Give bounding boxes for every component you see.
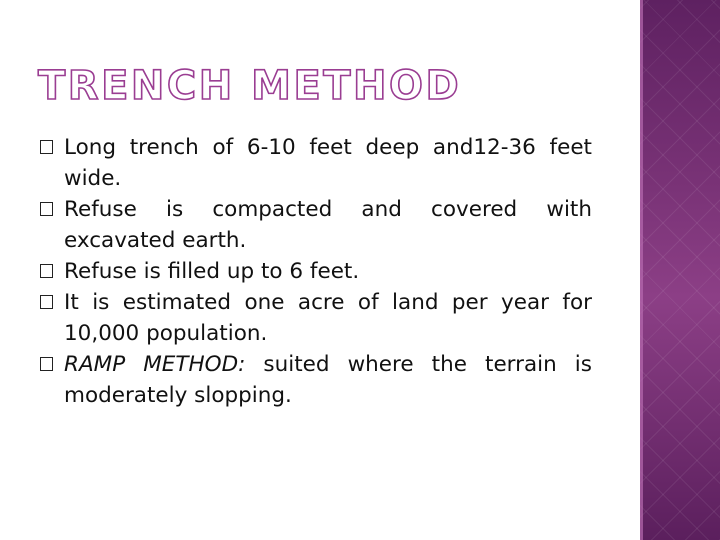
bullet-text: It is estimated one acre of land per year for 10,000 population. [64, 290, 592, 346]
decorative-side-panel [640, 0, 720, 540]
bullet-item [40, 132, 592, 194]
bullet-item [40, 194, 592, 256]
square-bullet-icon [40, 140, 53, 154]
bullet-item [40, 349, 592, 411]
bullet-text: Long trench of 6-10 feet deep and12-36 feet wide. [64, 135, 592, 191]
slide-title: TRENCH METHOD [38, 63, 462, 109]
side-panel-edge [640, 0, 643, 540]
square-bullet-icon [40, 357, 53, 371]
square-bullet-icon [40, 202, 53, 216]
bullet-list [40, 132, 592, 411]
bullet-item [40, 256, 592, 287]
square-bullet-icon [40, 295, 53, 309]
square-bullet-icon [40, 264, 53, 278]
bullet-emphasis: RAMP METHOD: [64, 352, 246, 377]
bullet-text: Refuse is compacted and covered with excavated earth. [64, 197, 592, 253]
bullet-text: Refuse is filled up to 6 feet. [64, 259, 360, 284]
bullet-text: suited where the terrain is moderately slopping. [64, 352, 592, 408]
bullet-item [40, 287, 592, 349]
